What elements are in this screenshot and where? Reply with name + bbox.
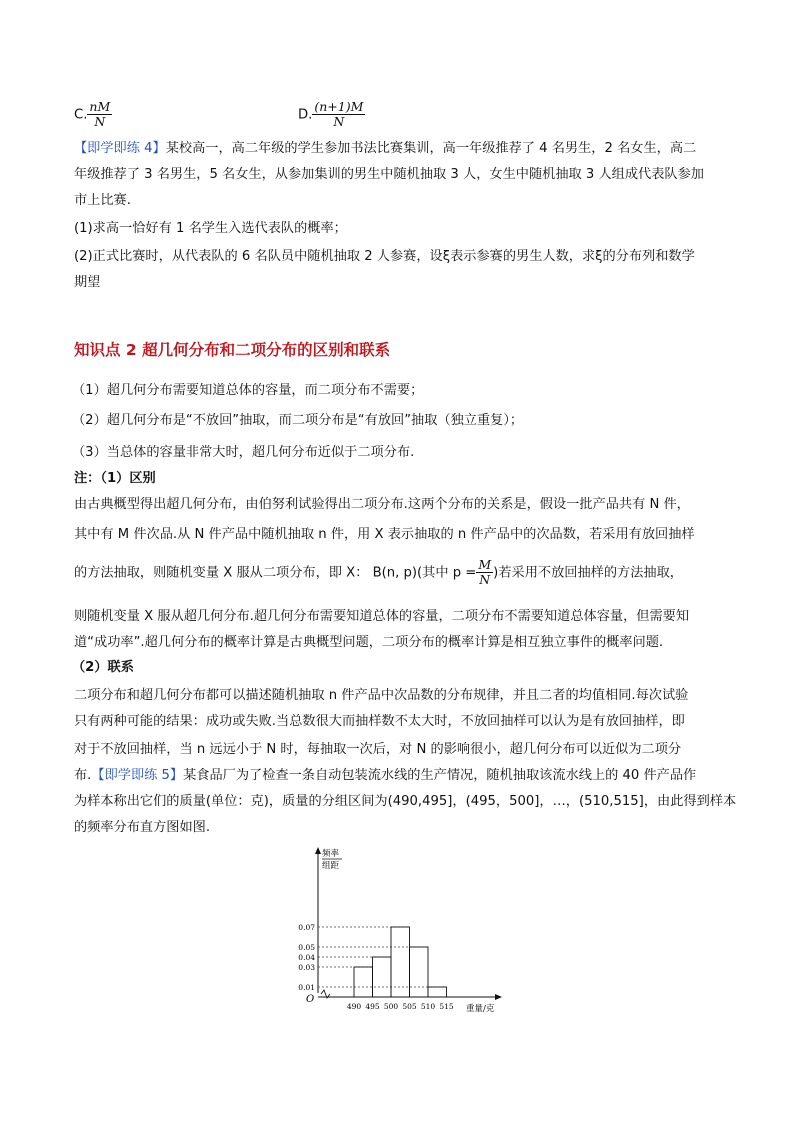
practice4-line1 (74, 136, 734, 162)
x-tick-label-3: 505 (402, 1002, 417, 1011)
practice4-question2: (2)正式比赛时，从代表队的 6 名队员中随机抽取 2 人参赛，设ξ表示参赛的男生人数，求ξ的分布列和数学 (74, 249, 695, 264)
y-axis-arrow (315, 847, 321, 854)
option-d (298, 100, 598, 129)
practice4-question1: (1)求高一恰好有 1 名学生入选代表队的概率； (74, 221, 347, 236)
diff-line4: 则随机变量 X 服从超几何分布.超几何分布需要知道总体的容量，二项分布不需要知道总体容量，但需要知 (74, 609, 690, 624)
practice4-line2: 年级推荐了 3 名男生，5 名女生，从参加集训的男生中随机抽取 3 人，女生中随机抽取 3 人组成代表队参加 (74, 167, 704, 182)
origin-label: O (306, 994, 315, 1005)
link-line6: 的频率分布直方图如图. (74, 820, 211, 835)
x-tick-label-4: 510 (420, 1002, 436, 1011)
point-2: （2）超几何分布是“不放回”抽取，而二项分布是“有放回”抽取（独立重复）； (72, 413, 524, 428)
practice4-tag: 【即学即练 4】 (74, 141, 166, 156)
option-d-numerator: (n+1)M (314, 99, 364, 114)
link-line4-b: 某食品厂为了检查一条自动包装流水线的生产情况，随机抽取该流水线上的 40 件产品作 (183, 768, 697, 783)
p-fraction-numerator: M (478, 557, 492, 572)
option-c-denominator: N (94, 114, 106, 129)
option-c-numerator: nM (89, 99, 111, 114)
x-tick-label-5: 515 (439, 1002, 454, 1011)
practice4-question2-cont: 期望 (74, 275, 101, 290)
y-tick-label-3: 0.03 (298, 963, 315, 972)
bar-1 (373, 957, 392, 997)
diff-line3-a: 的方法抽取，则随机变量 X 服从二项分布，即 X： B(n, p)(其中 p = (74, 565, 477, 581)
y-axis-label-top: 频率 (322, 849, 340, 859)
p-fraction (476, 558, 493, 587)
option-c-label: C. (74, 107, 88, 123)
link-line4 (74, 763, 734, 789)
x-axis-label: 重量/克 (466, 1004, 495, 1014)
y-tick-label-0: 0.07 (298, 923, 315, 932)
link-label: （2）联系 (72, 660, 134, 675)
link-line2: 只有两种可能的结果：成功或失败.当总数很大而抽样数不太大时，不放回抽样可以认为是有放回抽样，即 (74, 714, 685, 729)
practice4-text1: 某校高一，高二年级的学生参加书法比赛集训，高一年级推荐了 4 名男生，2 名女生，高二 (165, 141, 697, 156)
link-line1: 二项分布和超几何分布都可以描述随机抽取 n 件产品中次品数的分布规律，并且二者的均值相同.每次试验 (74, 688, 689, 703)
practice5-tag: 【即学即练 5】 (91, 768, 184, 783)
diff-line1: 由古典概型得出超几何分布，由伯努利试验得出二项分布.这两个分布的关系是，假设一批产品共有 N 件， (74, 497, 690, 512)
y-axis-label-bottom: 组距 (322, 861, 340, 871)
y-tick-label-1: 0.05 (298, 943, 315, 952)
x-axis-arrow (495, 994, 502, 1000)
bar-0 (354, 967, 373, 997)
frequency-histogram (290, 846, 520, 1016)
bar-4 (428, 987, 447, 997)
bar-2 (391, 927, 410, 997)
note-label: 注：（1）区别 (74, 471, 156, 486)
x-tick-label-2: 500 (383, 1002, 399, 1011)
section-title: 知识点 2 超几何分布和二项分布的区别和联系 (74, 341, 391, 359)
option-d-fraction (312, 100, 365, 129)
diff-line3 (74, 558, 734, 587)
x-tick-label-1: 495 (365, 1002, 380, 1011)
practice4-line3: 市上比赛. (74, 193, 131, 208)
diff-line5: 道“成功率”.超几何分布的概率计算是古典概型问题，二项分布的概率计算是相互独立事件的概率问题. (74, 635, 664, 650)
diff-line3-b: )若采用不放回抽样的方法抽取， (493, 565, 683, 581)
y-tick-label-4: 0.01 (298, 983, 315, 992)
option-d-denominator: N (333, 114, 345, 129)
link-line5: 为样本称出它们的质量(单位：克)，质量的分组区间为(490,495]，(495，500]，…，(510,515]，由此得到样本 (74, 794, 737, 809)
p-fraction-denominator: N (479, 572, 491, 587)
y-tick-label-2: 0.04 (298, 953, 315, 962)
option-c-fraction (87, 100, 112, 129)
link-line3: 对于不放回抽样，当 n 远远小于 N 时，每抽取一次后，对 N 的影响很小，超几何分布可以近似为二项分 (74, 742, 682, 757)
link-line4-a: 布. (74, 768, 92, 783)
diff-line2: 其中有 M 件次品.从 N 件产品中随机抽取 n 件，用 X 表示抽取的 n 件产品中的次品数，若采用有放回抽样 (74, 527, 695, 542)
point-3: （3）当总体的容量非常大时，超几何分布近似于二项分布. (72, 445, 415, 460)
x-tick-label-0: 490 (346, 1002, 362, 1011)
bar-3 (410, 947, 429, 997)
point-1: （1）超几何分布需要知道总体的容量，而二项分布不需要； (72, 383, 424, 398)
option-d-label: D. (298, 107, 313, 123)
